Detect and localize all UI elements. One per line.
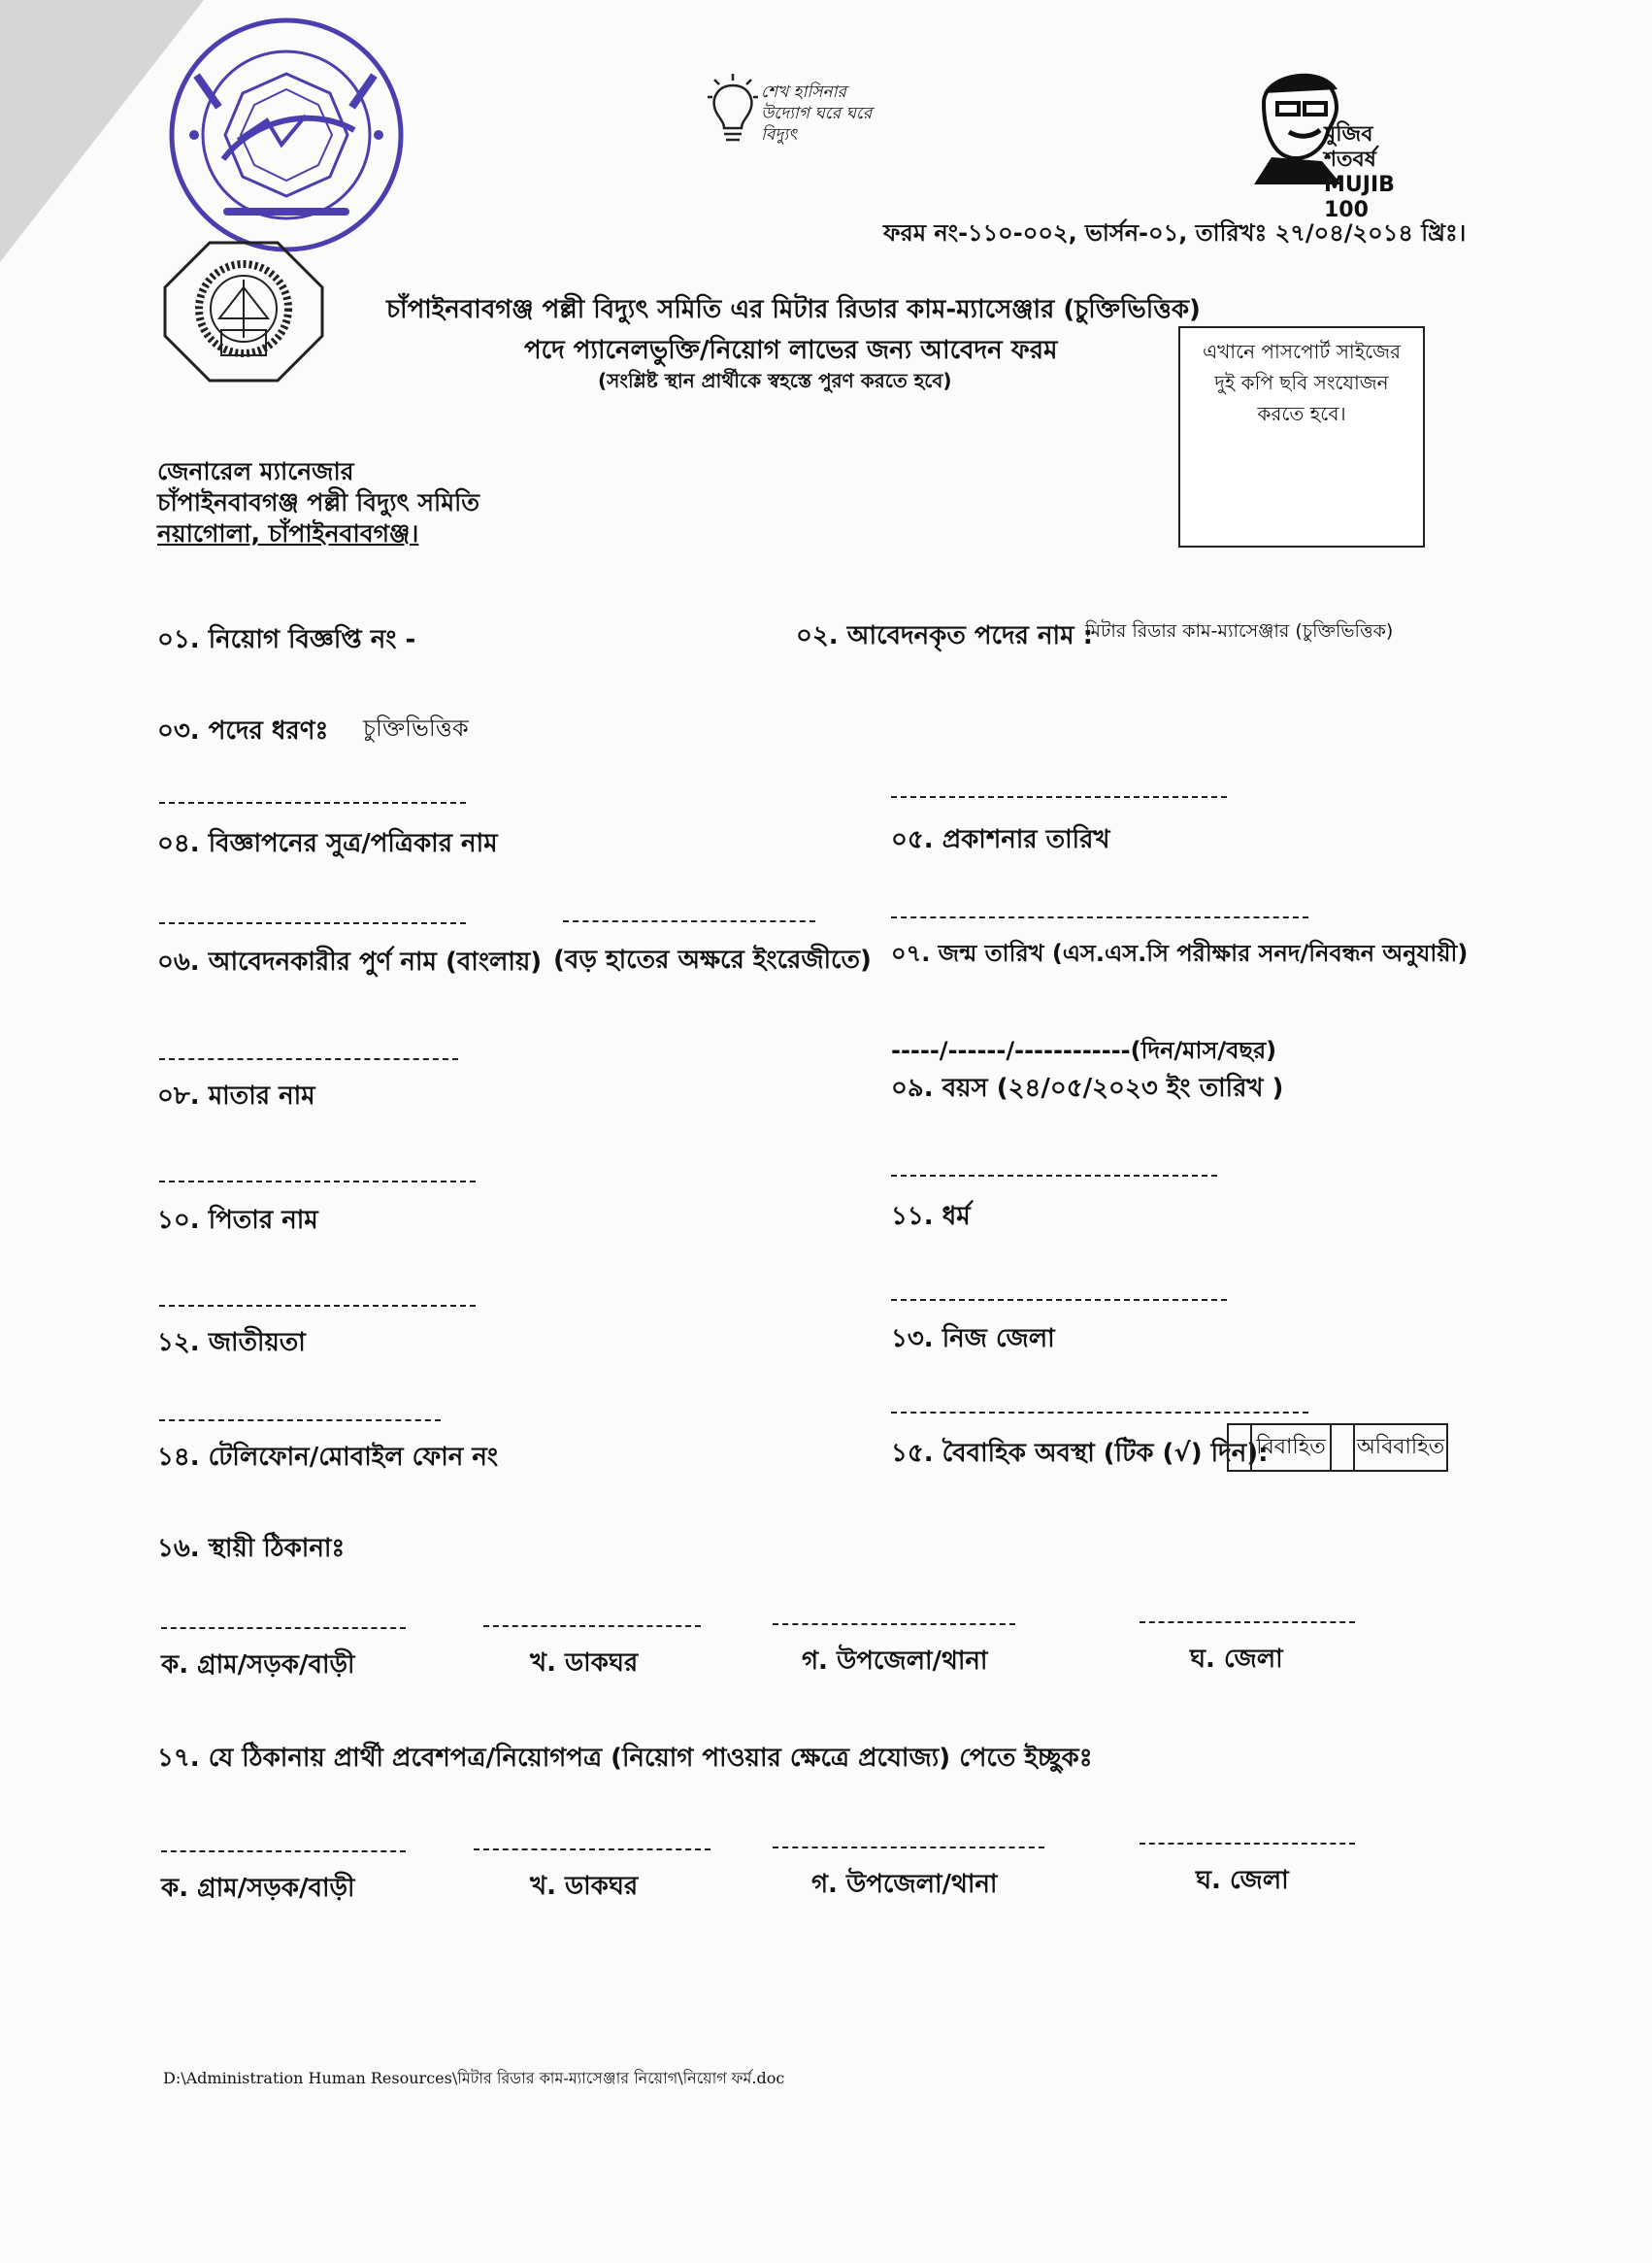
addr17-post-line [474,1848,710,1850]
addr17-upazila-line [773,1847,1044,1848]
field-06-name-bangla: ০৬. আবেদনকারীর পুর্ণ নাম (বাংলায়) [157,948,543,977]
photo-box-line1: এখানে পাসপোর্ট সাইজের [1202,340,1402,363]
addr17-village: ক. গ্রাম/সড়ক/বাড়ী [161,1874,355,1903]
field-12-line [159,1305,476,1307]
field-13-line [891,1299,1227,1301]
field-02-value: মিটার রিডার কাম-ম্যাসেঞ্জার (চুক্তিভিত্তিক) [1085,620,1394,642]
field-03-value: চুক্তিভিত্তিক [363,715,469,742]
marital-status-options [1229,1423,1448,1472]
field-14-phone: ১৪. টেলিফোন/মোবাইল ফোন নং [157,1443,499,1472]
field-07-line [891,916,1308,918]
light-bulb-icon [707,72,759,150]
field-13-home-district: ১৩. নিজ জেলা [891,1324,1055,1353]
date-format-hint: -----/------/------------(দিন/মাস/বছর) [891,1037,1277,1064]
field-06-line-english [563,920,815,922]
addr17-village-line [161,1850,406,1852]
addr17-post-office: খ. ডাকঘর [530,1872,639,1901]
married-checkbox[interactable] [1227,1423,1252,1472]
field-17-mailing-address: ১৭. যে ঠিকানায় প্রার্থী প্রবেশপত্র/নিয়োগপত্র (নিয়োগ পাওয়ার ক্ষেত্রে প্রযোজ্য) পেতে ইচ্ছুকঃ [157,1744,1093,1773]
addr17-district-line [1140,1843,1355,1845]
field-09-age: ০৯. বয়স (২৪/০৫/২০২৩ ইং তারিখ ) [891,1074,1284,1103]
addr16-post-line [483,1625,701,1627]
photo-box-line2: দুই কপি ছবি সংযোজন [1214,371,1389,394]
field-14-line [159,1419,441,1421]
file-path-footer: D:\Administration Human Resources\মিটার রিডার কাম-ম্যাসেঞ্জার নিয়োগ\নিয়োগ ফর্ম.doc [163,2069,785,2087]
field-10-line [159,1181,476,1182]
addr16-post-office: খ. ডাকঘর [530,1648,639,1678]
mujib-100-logo-text: মুজিব শতবর্ষ MUJIB 100 [1324,122,1395,222]
field-15-marital-status: ১৫. বৈবাহিক অবস্থা (টিক (√) দিন): [891,1439,1269,1468]
addr16-district-line [1140,1621,1355,1623]
addressee-location: নয়াগোলা, চাঁপাইনবাবগঞ্জ। [157,519,419,548]
unmarried-checkbox[interactable] [1330,1423,1355,1472]
passport-photo-box [1178,326,1425,548]
addressee-block [157,456,479,549]
addressee-designation: জেনারেল ম্যানেজার [157,457,354,485]
field-06-line-bangla [159,922,466,924]
addressee-organization: চাঁপাইনবাবগঞ্জ পল্লী বিদ্যুৎ সমিতি [157,488,479,516]
field-08-mother-name: ০৮. মাতার নাম [157,1082,315,1111]
photo-box-line3: করতে হবে। [1257,402,1346,425]
addr16-upazila: গ. উপজেলা/থানা [802,1647,988,1676]
field-12-nationality: ১২. জাতীয়তা [157,1328,306,1357]
form-number: ফরম নং-১১০-০০২, ভার্সন-০১, তারিখঃ ২৭/০৪/২০১৪ খ্রিঃ। [883,219,1467,247]
organization-logo [163,241,324,383]
field-15-line [891,1412,1308,1414]
field-10-father-name: ১০. পিতার নাম [157,1206,318,1235]
addr16-upazila-line [773,1623,1015,1625]
slogan-text: শেখ হাসিনার উদ্যোগ ঘরে ঘরে বিদ্যুৎ [761,83,873,145]
field-06-name-english: (বড় হাতের অক্ষরে ইংরেজীতে) [553,946,872,975]
field-07-birth-date: ০৭. জন্ম তারিখ (এস.এস.সি পরীক্ষার সনদ/নিবন্ধন অনুযায়ী) [891,940,1469,967]
married-label: বিবাহিত [1250,1423,1332,1472]
field-16-permanent-address: ১৬. স্থায়ী ঠিকানাঃ [157,1534,346,1563]
field-04-line [159,802,466,804]
field-01-circular-no: ০১. নিয়োগ বিজ্ঞপ্তি নং - [157,625,416,654]
addr17-upazila: গ. উপজেলা/থানা [811,1870,998,1899]
addr16-village-line [161,1627,406,1629]
round-seal-stamp [165,14,408,256]
form-title-line2: পদে প্যানেলভুক্তি/নিয়োগ লাভের জন্য আবেদন ফরম [524,336,1058,365]
addr16-district: ঘ. জেলা [1190,1645,1283,1674]
addr17-district: ঘ. জেলা [1196,1866,1289,1895]
addr16-village: ক. গ্রাম/সড়ক/বাড়ী [161,1650,355,1680]
form-title-line1: চাঁপাইনবাবগঞ্জ পল্লী বিদ্যুৎ সমিতি এর মিটার রিডার কাম-ম্যাসেঞ্জার (চুক্তিভিত্তিক) [386,295,1201,324]
field-04-ad-source: ০৪. বিজ্ঞাপনের সুত্র/পত্রিকার নাম [157,829,498,858]
field-11-line [891,1175,1217,1177]
field-11-religion: ১১. ধর্ম [891,1202,971,1231]
field-02-label: ০২. আবেদনকৃত পদের নাম : [796,621,1093,650]
field-08-line [159,1058,458,1060]
unmarried-label: অবিবাহিত [1353,1423,1448,1472]
form-instruction: (সংশ্লিষ্ট স্থান প্রার্থীকে স্বহস্তে পুরণ করতে হবে) [598,369,952,392]
field-05-publish-date: ০৫. প্রকাশনার তারিখ [891,825,1110,854]
field-03-label: ০৩. পদের ধরণঃ [157,716,329,746]
field-05-line [891,796,1227,798]
